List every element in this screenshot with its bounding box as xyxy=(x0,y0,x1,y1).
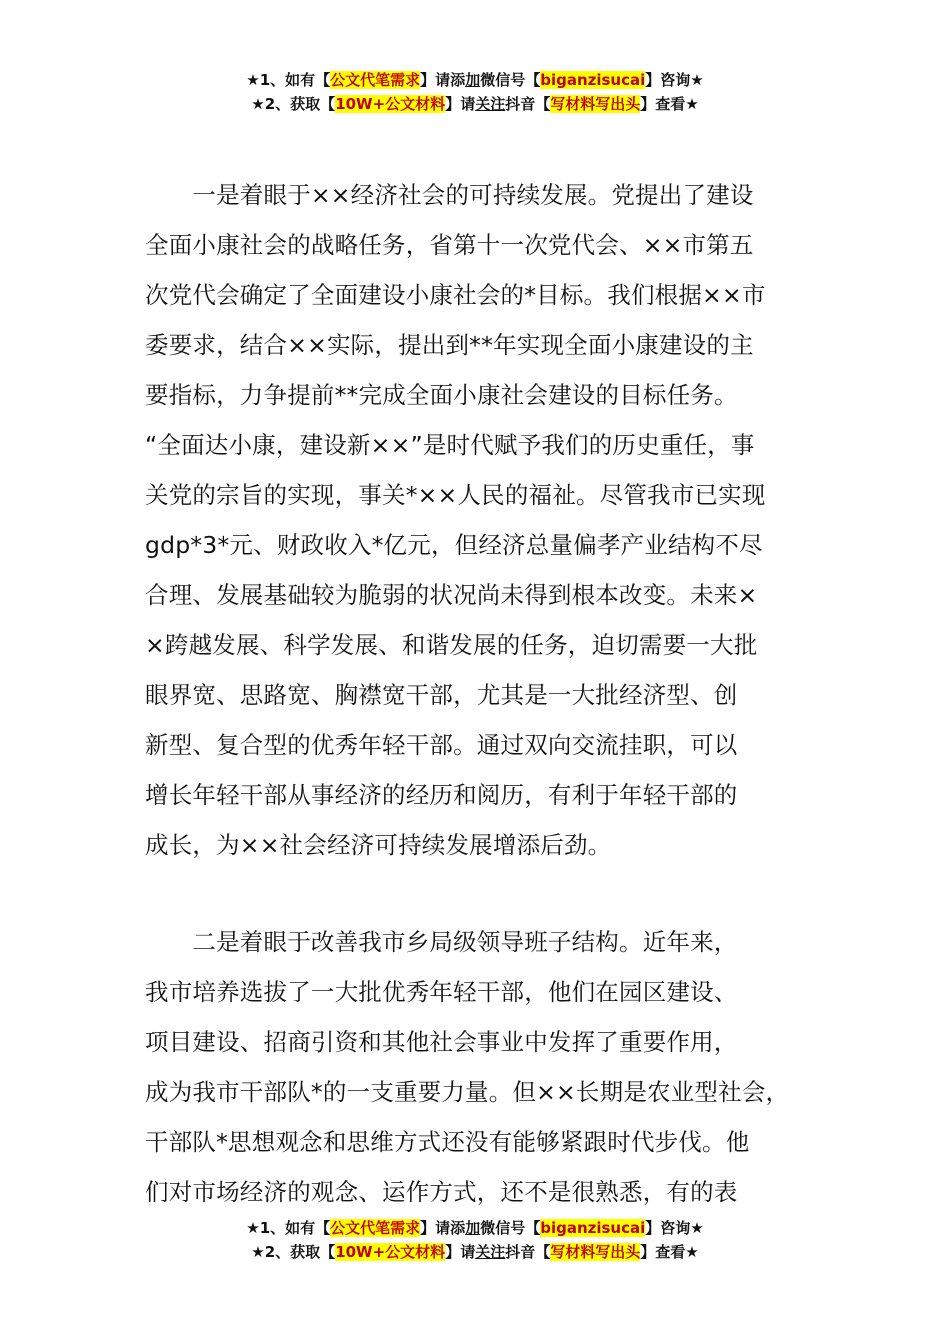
text-line: 成长，为××社会经济可持续发展增添后劲。 xyxy=(145,831,612,859)
text-line: 关党的宗旨的实现，事关*××人民的福祉。尽管我市已实现 xyxy=(145,481,766,509)
banner-text: 】请 xyxy=(445,95,476,113)
text-line: 委要求，结合××实际，提出到**年实现全面小康建设的主 xyxy=(145,331,754,359)
banner-text: 抖音【 xyxy=(505,1243,551,1261)
text-line: 项目建设、招商引资和其他社会事业中发挥了重要作用， xyxy=(145,1028,738,1056)
banner-text: ★1、如有【 xyxy=(246,71,331,89)
text-line: gdp*3*元、财政收入*亿元，但经济总量偏孝产业结构不尽 xyxy=(145,531,763,559)
text-line: 二是着眼于改善我市乡局级领导班子结构。近年来， xyxy=(145,928,738,956)
banner-line-1 xyxy=(0,68,950,92)
banner-text: 】请添 xyxy=(420,71,466,89)
banner-text: ★2、获取【 xyxy=(251,1243,336,1261)
highlight-materials: 10W+公文材料 xyxy=(335,1243,446,1261)
text-line: ×跨越发展、科学发展、和谐发展的任务，迫切需要一大批 xyxy=(145,631,758,659)
banner-text: 】请 xyxy=(445,1243,476,1261)
banner-line-1 xyxy=(0,1216,950,1240)
banner-text: 】咨询★ xyxy=(645,1219,704,1237)
banner-underlined: 关注 xyxy=(475,95,506,113)
banner-line-2 xyxy=(0,1240,950,1264)
banner-underlined: 关注 xyxy=(475,1243,506,1261)
text-line: 们对市场经济的观念、运作方式，还不是很熟悉，有的表 xyxy=(145,1178,738,1206)
text-line: 一是着眼于××经济社会的可持续发展。党提出了建设 xyxy=(145,181,754,209)
text-line: 成为我市干部队*的一支重要力量。但××长期是农业型社会， xyxy=(145,1078,790,1106)
text-line: 次党代会确定了全面建设小康社会的*目标。我们根据××市 xyxy=(145,281,766,309)
text-line: 新型、复合型的优秀年轻干部。通过双向交流挂职，可以 xyxy=(145,731,738,759)
banner-text: ★2、获取【 xyxy=(251,95,336,113)
banner-text: 】查看★ xyxy=(640,1243,699,1261)
paragraph-2 xyxy=(145,917,810,1217)
highlight-service: 公文代笔需求 xyxy=(330,71,421,89)
header-banner xyxy=(0,68,950,116)
highlight-wechat-id: biganzisucai xyxy=(540,1219,646,1237)
text-line: 我市培养选拔了一大批优秀年轻干部，他们在园区建设、 xyxy=(145,978,738,1006)
highlight-wechat-id: biganzisucai xyxy=(540,71,646,89)
highlight-douyin: 写材料写出头 xyxy=(550,1243,641,1261)
text-line: 眼界宽、思路宽、胸襟宽干部，尤其是一大批经济型、创 xyxy=(145,681,738,709)
text-line: 干部队*思想观念和思维方式还没有能够紧跟时代步伐。他 xyxy=(145,1128,750,1156)
text-line: 全面小康社会的战略任务，省第十一次党代会、××市第五 xyxy=(145,231,754,259)
banner-text: 】查看★ xyxy=(640,95,699,113)
banner-line-2 xyxy=(0,92,950,116)
banner-text: 微信号【 xyxy=(480,71,541,89)
text-line: “全面达小康，建设新××”是时代赋予我们的历史重任，事 xyxy=(145,431,755,459)
banner-text: 】请添 xyxy=(420,1219,466,1237)
banner-underlined: 加 xyxy=(465,1219,481,1237)
highlight-douyin: 写材料写出头 xyxy=(550,95,641,113)
banner-text: ★1、如有【 xyxy=(246,1219,331,1237)
banner-text: 】咨询★ xyxy=(645,71,704,89)
highlight-materials: 10W+公文材料 xyxy=(335,95,446,113)
paragraph-1 xyxy=(145,170,810,870)
text-line: 增长年轻干部从事经济的经历和阅历，有利于年轻干部的 xyxy=(145,781,738,809)
banner-text: 抖音【 xyxy=(505,95,551,113)
footer-banner xyxy=(0,1216,950,1264)
text-line: 要指标，力争提前**完成全面小康社会建设的目标任务。 xyxy=(145,381,738,409)
banner-underlined: 加 xyxy=(465,71,481,89)
banner-text: 微信号【 xyxy=(480,1219,541,1237)
text-line: 合理、发展基础较为脆弱的状况尚未得到根本改变。未来× xyxy=(145,581,758,609)
highlight-service: 公文代笔需求 xyxy=(330,1219,421,1237)
